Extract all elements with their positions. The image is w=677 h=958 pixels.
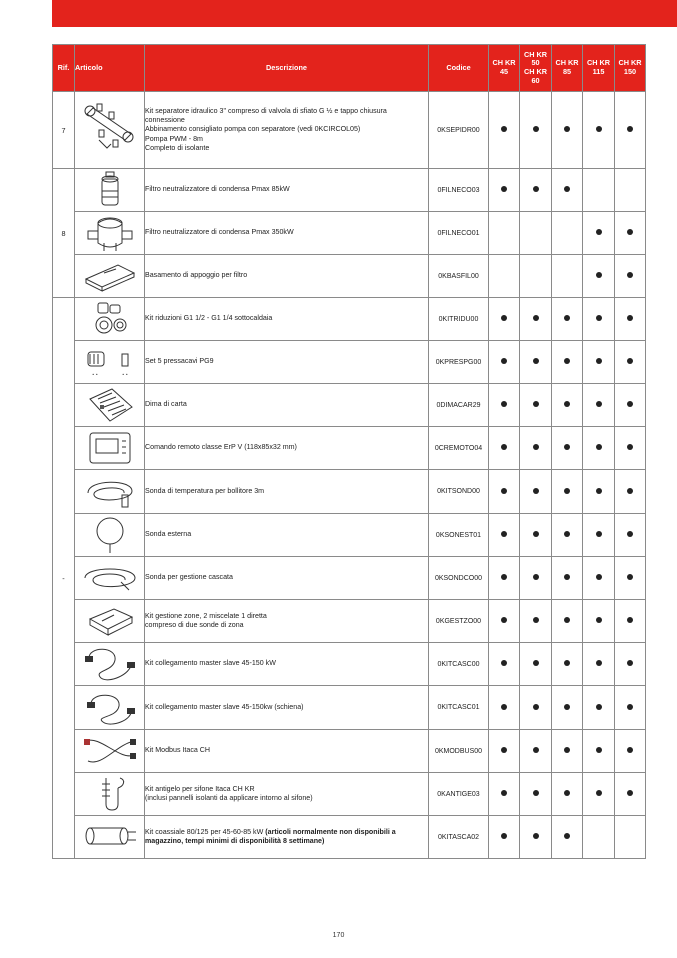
reduction-fittings-icon	[75, 299, 144, 339]
compatibility-cell	[583, 730, 615, 773]
code-cell: 0KGESTZO00	[429, 600, 489, 643]
article-image-cell	[75, 643, 145, 686]
article-image-cell	[75, 427, 145, 470]
compatible-bullet-icon	[627, 660, 633, 666]
compatibility-cell	[489, 341, 520, 384]
compatible-bullet-icon	[533, 660, 539, 666]
description-cell	[145, 470, 429, 514]
compatible-bullet-icon	[596, 229, 602, 235]
svg-text:• •: • •	[91, 372, 98, 377]
table-row	[53, 255, 646, 298]
compatibility-cell	[489, 212, 520, 255]
compatibility-cell	[552, 470, 583, 514]
compatible-bullet-icon	[627, 315, 633, 321]
table-row	[53, 384, 646, 427]
code-cell: 0KANTIGE03	[429, 773, 489, 816]
article-image-cell	[75, 470, 145, 514]
compatibility-cell	[489, 427, 520, 470]
compatible-bullet-icon	[627, 229, 633, 235]
table-row	[53, 773, 646, 816]
compatibility-cell	[489, 773, 520, 816]
compatibility-cell	[520, 212, 552, 255]
compatible-bullet-icon	[596, 358, 602, 364]
description-cell	[145, 773, 429, 816]
description-text: Filtro neutralizzatore di condensa Pmax 350kW	[145, 228, 294, 237]
compatibility-cell	[552, 686, 583, 730]
article-image-cell	[75, 686, 145, 730]
compatible-bullet-icon	[627, 488, 633, 494]
compatible-bullet-icon	[501, 358, 507, 364]
compatibility-cell	[489, 384, 520, 427]
remote-control-icon	[75, 429, 144, 467]
description-cell	[145, 255, 429, 298]
compatibility-cell	[583, 686, 615, 730]
compatible-bullet-icon	[596, 444, 602, 450]
compatibility-cell	[520, 384, 552, 427]
description-text: Sonda per gestione cascata	[145, 573, 233, 582]
compatible-bullet-icon	[564, 126, 570, 132]
description-cell	[145, 384, 429, 427]
code-cell: 0FILNECO01	[429, 212, 489, 255]
compatible-bullet-icon	[533, 488, 539, 494]
compatibility-cell	[583, 298, 615, 341]
compatible-bullet-icon	[627, 531, 633, 537]
compatible-bullet-icon	[533, 315, 539, 321]
compatibility-cell	[583, 212, 615, 255]
compatible-bullet-icon	[533, 747, 539, 753]
compatible-bullet-icon	[596, 747, 602, 753]
compatible-bullet-icon	[564, 617, 570, 623]
compatibility-cell	[520, 643, 552, 686]
compatibility-cell	[615, 92, 646, 169]
cascade-probe-icon	[75, 560, 144, 596]
compatible-bullet-icon	[501, 315, 507, 321]
header-codice: Codice	[429, 45, 489, 92]
compatible-bullet-icon	[501, 660, 507, 666]
table-row	[53, 686, 646, 730]
compatible-bullet-icon	[501, 126, 507, 132]
compatibility-cell	[552, 730, 583, 773]
compatibility-cell	[520, 514, 552, 557]
table-row	[53, 298, 646, 341]
compatible-bullet-icon	[596, 272, 602, 278]
compatible-bullet-icon	[627, 358, 633, 364]
boiler-probe-icon	[75, 473, 144, 511]
compatibility-cell	[615, 730, 646, 773]
compatibility-cell	[552, 384, 583, 427]
description-cell	[145, 298, 429, 341]
compatibility-cell	[520, 686, 552, 730]
compatible-bullet-icon	[533, 531, 539, 537]
svg-text:• •: • •	[121, 372, 128, 377]
header-rif: Rif.	[53, 45, 75, 92]
compatible-bullet-icon	[564, 315, 570, 321]
compatible-bullet-icon	[564, 401, 570, 407]
compatibility-cell	[489, 557, 520, 600]
code-cell: 0KSONDCO00	[429, 557, 489, 600]
compatibility-cell	[615, 514, 646, 557]
description-cell	[145, 427, 429, 470]
description-text: Kit antigelo per sifone Itaca CH KR (inclusi pannelli isolanti da applicare intorno al sifone)	[145, 784, 313, 802]
table-row	[53, 514, 646, 557]
compatibility-cell	[489, 514, 520, 557]
separator-kit-icon	[75, 100, 144, 160]
code-cell: 0KMODBUS00	[429, 730, 489, 773]
compatibility-cell	[583, 255, 615, 298]
table-row	[53, 427, 646, 470]
master-slave-cable-back-icon	[75, 688, 144, 728]
accessories-table	[52, 44, 646, 859]
compatible-bullet-icon	[596, 315, 602, 321]
compatibility-cell	[583, 514, 615, 557]
article-image-cell	[75, 557, 145, 600]
header-model-115: CH KR 115	[583, 45, 615, 92]
code-cell: 0FILNECO03	[429, 169, 489, 212]
compatibility-cell	[489, 470, 520, 514]
header-model-150: CH KR 150	[615, 45, 646, 92]
compatibility-cell	[583, 773, 615, 816]
code-cell: 0KITASCA02	[429, 816, 489, 859]
description-cell	[145, 600, 429, 643]
article-image-cell	[75, 298, 145, 341]
compatibility-cell	[489, 816, 520, 859]
compatible-bullet-icon	[501, 401, 507, 407]
compatibility-cell	[489, 169, 520, 212]
compatibility-cell	[615, 470, 646, 514]
header-articolo: Articolo	[75, 45, 145, 92]
compatibility-cell	[489, 600, 520, 643]
compatible-bullet-icon	[627, 617, 633, 623]
compatible-bullet-icon	[564, 833, 570, 839]
code-cell: 0KSEPIDR00	[429, 92, 489, 169]
compatibility-cell	[583, 92, 615, 169]
description-cell	[145, 816, 429, 859]
cable-gland-icon	[75, 344, 144, 380]
code-cell: 0KITCASC01	[429, 686, 489, 730]
compatible-bullet-icon	[564, 358, 570, 364]
rif-cell: 8	[53, 169, 75, 298]
compatible-bullet-icon	[564, 704, 570, 710]
compatibility-cell	[552, 92, 583, 169]
compatible-bullet-icon	[564, 488, 570, 494]
compatibility-cell	[583, 169, 615, 212]
code-cell: 0KBASFIL00	[429, 255, 489, 298]
table-row	[53, 600, 646, 643]
table-row	[53, 92, 646, 169]
modbus-kit-icon	[75, 731, 144, 771]
coaxial-kit-icon	[75, 820, 144, 854]
compatibility-cell	[552, 643, 583, 686]
compatible-bullet-icon	[596, 660, 602, 666]
compatibility-cell	[615, 169, 646, 212]
compatibility-cell	[552, 557, 583, 600]
description-cell	[145, 341, 429, 384]
description-cell	[145, 92, 429, 169]
description-text: Kit coassiale 80/125 per 45-60-85 kW	[145, 827, 266, 836]
compatibility-cell	[520, 341, 552, 384]
compatible-bullet-icon	[627, 126, 633, 132]
table-row	[53, 212, 646, 255]
compatibility-cell	[520, 255, 552, 298]
compatible-bullet-icon	[501, 574, 507, 580]
compatible-bullet-icon	[533, 358, 539, 364]
condensate-filter-large-icon	[75, 213, 144, 253]
compatibility-cell	[615, 384, 646, 427]
compatibility-cell	[552, 427, 583, 470]
compatible-bullet-icon	[564, 660, 570, 666]
compatibility-cell	[520, 169, 552, 212]
compatibility-cell	[489, 686, 520, 730]
compatible-bullet-icon	[501, 617, 507, 623]
description-text: Kit separatore idraulico 3" compreso di valvola di sfiato G ½ e tappo chiusura connessione Abbinamento consigliato pompa con separatore (vedi 0KCIRCOL05) Pompa PWM - 8m Completo di isolante	[145, 107, 387, 152]
compatibility-cell	[615, 600, 646, 643]
compatible-bullet-icon	[564, 444, 570, 450]
description-cell	[145, 730, 429, 773]
compatibility-cell	[583, 643, 615, 686]
compatible-bullet-icon	[564, 747, 570, 753]
table-row	[53, 169, 646, 212]
compatibility-cell	[520, 557, 552, 600]
compatible-bullet-icon	[596, 401, 602, 407]
code-cell: 0KITRIDU00	[429, 298, 489, 341]
article-image-cell	[75, 341, 145, 384]
article-image-cell	[75, 816, 145, 859]
description-cell	[145, 212, 429, 255]
description-text: Filtro neutralizzatore di condensa Pmax 85kW	[145, 185, 290, 194]
compatibility-cell	[520, 298, 552, 341]
header-model-45: CH KR 45	[489, 45, 520, 92]
compatible-bullet-icon	[627, 401, 633, 407]
compatibility-cell	[583, 816, 615, 859]
table-row	[53, 730, 646, 773]
compatible-bullet-icon	[533, 704, 539, 710]
compatibility-cell	[552, 600, 583, 643]
condensate-filter-icon	[75, 171, 144, 209]
compatibility-cell	[615, 643, 646, 686]
description-text: Kit riduzioni G1 1/2 - G1 1/4 sottocaldaia	[145, 314, 273, 323]
article-image-cell	[75, 169, 145, 212]
rif-cell: 7	[53, 92, 75, 169]
compatibility-cell	[583, 557, 615, 600]
table-row	[53, 816, 646, 859]
description-text: Comando remoto classe ErP V (118x85x32 mm)	[145, 443, 297, 452]
compatibility-cell	[520, 427, 552, 470]
compatibility-cell	[583, 470, 615, 514]
compatible-bullet-icon	[533, 186, 539, 192]
compatibility-cell	[552, 255, 583, 298]
compatible-bullet-icon	[501, 444, 507, 450]
filter-base-icon	[75, 259, 144, 293]
compatibility-cell	[615, 255, 646, 298]
compatible-bullet-icon	[533, 126, 539, 132]
compatible-bullet-icon	[627, 272, 633, 278]
article-image-cell	[75, 384, 145, 427]
table-header-row	[53, 45, 646, 92]
code-cell: 0KITCASC00	[429, 643, 489, 686]
availability-note: (articoli normalmente non disponibili a magazzino, tempi minimi di disponibilità 8 settimane)	[145, 827, 396, 845]
compatible-bullet-icon	[596, 704, 602, 710]
master-slave-cable-icon	[75, 644, 144, 684]
compatibility-cell	[583, 600, 615, 643]
compatibility-cell	[615, 341, 646, 384]
compatibility-cell	[552, 816, 583, 859]
compatible-bullet-icon	[501, 790, 507, 796]
compatible-bullet-icon	[533, 574, 539, 580]
compatible-bullet-icon	[564, 186, 570, 192]
compatibility-cell	[552, 298, 583, 341]
compatible-bullet-icon	[627, 444, 633, 450]
compatible-bullet-icon	[564, 531, 570, 537]
header-model-50-60: CH KR 50 CH KR 60	[520, 45, 552, 92]
compatibility-cell	[615, 773, 646, 816]
compatible-bullet-icon	[627, 704, 633, 710]
compatibility-cell	[615, 212, 646, 255]
table-row	[53, 557, 646, 600]
article-image-cell	[75, 773, 145, 816]
compatibility-cell	[520, 773, 552, 816]
paper-template-icon	[75, 385, 144, 425]
compatible-bullet-icon	[596, 790, 602, 796]
article-image-cell	[75, 255, 145, 298]
article-image-cell	[75, 730, 145, 773]
description-text: Kit gestione zone, 2 miscelate 1 diretta compreso di due sonde di zona	[145, 611, 267, 629]
compatible-bullet-icon	[501, 747, 507, 753]
code-cell: 0KPRESPG00	[429, 341, 489, 384]
compatible-bullet-icon	[533, 790, 539, 796]
compatible-bullet-icon	[533, 833, 539, 839]
compatibility-cell	[489, 730, 520, 773]
compatibility-cell	[552, 773, 583, 816]
compatible-bullet-icon	[533, 444, 539, 450]
compatible-bullet-icon	[596, 488, 602, 494]
code-cell: 0CREMOTO04	[429, 427, 489, 470]
compatibility-cell	[615, 686, 646, 730]
code-cell: 0DIMACAR29	[429, 384, 489, 427]
description-text: Sonda di temperatura per bollitore 3m	[145, 486, 265, 495]
compatible-bullet-icon	[564, 574, 570, 580]
compatible-bullet-icon	[596, 617, 602, 623]
compatible-bullet-icon	[596, 574, 602, 580]
description-text: Kit collegamento master slave 45-150 kW	[145, 659, 276, 668]
code-cell: 0KSONEST01	[429, 514, 489, 557]
description-text: Basamento di appoggio per filtro	[145, 271, 248, 280]
top-red-band	[52, 0, 677, 27]
compatible-bullet-icon	[501, 704, 507, 710]
compatibility-cell	[489, 92, 520, 169]
compatibility-cell	[552, 341, 583, 384]
compatible-bullet-icon	[501, 833, 507, 839]
description-text: Kit Modbus Itaca CH	[145, 746, 211, 755]
compatibility-cell	[583, 384, 615, 427]
compatibility-cell	[615, 427, 646, 470]
compatibility-cell	[552, 212, 583, 255]
compatibility-cell	[489, 298, 520, 341]
compatibility-cell	[489, 643, 520, 686]
description-text: Sonda esterna	[145, 530, 192, 539]
description-cell	[145, 514, 429, 557]
compatible-bullet-icon	[501, 488, 507, 494]
compatibility-cell	[489, 255, 520, 298]
description-cell	[145, 169, 429, 212]
compatibility-cell	[615, 816, 646, 859]
compatibility-cell	[552, 514, 583, 557]
description-text: Dima di carta	[145, 400, 187, 409]
compatibility-cell	[520, 92, 552, 169]
compatible-bullet-icon	[501, 531, 507, 537]
description-cell	[145, 643, 429, 686]
compatible-bullet-icon	[533, 401, 539, 407]
compatibility-cell	[552, 169, 583, 212]
article-image-cell	[75, 600, 145, 643]
compatible-bullet-icon	[627, 747, 633, 753]
compatibility-cell	[615, 557, 646, 600]
description-text: Set 5 pressacavi PG9	[145, 357, 214, 366]
article-image-cell	[75, 92, 145, 169]
table-row	[53, 470, 646, 514]
compatible-bullet-icon	[564, 790, 570, 796]
article-image-cell	[75, 514, 145, 557]
compatibility-cell	[583, 427, 615, 470]
description-cell	[145, 557, 429, 600]
compatibility-cell	[583, 341, 615, 384]
compatibility-cell	[615, 298, 646, 341]
compatibility-cell	[520, 600, 552, 643]
compatible-bullet-icon	[596, 531, 602, 537]
compatibility-cell	[520, 470, 552, 514]
compatible-bullet-icon	[627, 574, 633, 580]
description-cell	[145, 686, 429, 730]
header-model-85: CH KR 85	[552, 45, 583, 92]
code-cell: 0KITSOND00	[429, 470, 489, 514]
rif-cell: -	[53, 298, 75, 859]
table-row	[53, 643, 646, 686]
compatibility-cell	[520, 730, 552, 773]
page-number: 170	[332, 932, 345, 939]
antifreeze-kit-icon	[75, 774, 144, 814]
compatibility-cell	[520, 816, 552, 859]
compatible-bullet-icon	[596, 126, 602, 132]
description-text: Kit collegamento master slave 45-150kw (schiena)	[145, 702, 304, 711]
table-row	[53, 341, 646, 384]
compatible-bullet-icon	[533, 617, 539, 623]
article-image-cell	[75, 212, 145, 255]
compatible-bullet-icon	[627, 790, 633, 796]
compatible-bullet-icon	[501, 186, 507, 192]
external-probe-icon	[75, 515, 144, 555]
zone-kit-icon	[75, 601, 144, 641]
header-descrizione: Descrizione	[145, 45, 429, 92]
